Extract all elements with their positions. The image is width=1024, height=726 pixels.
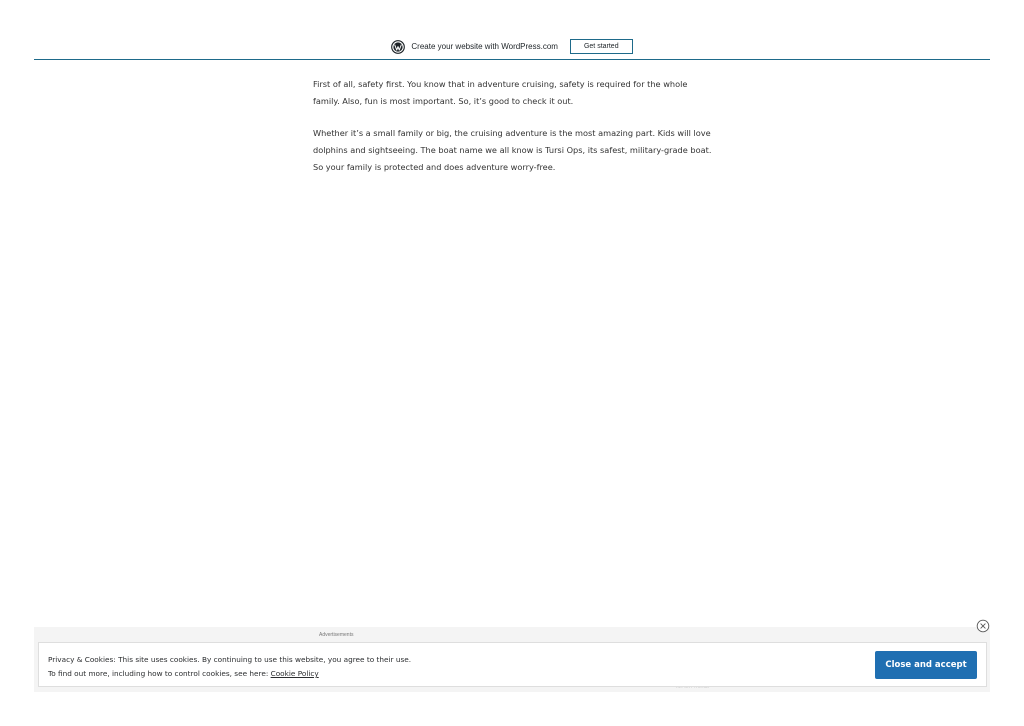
article-paragraph-2: Whether it’s a small family or big, the cruising adventure is the most amazing part. Kids will love dolphins and sightseeing. The boat name we all know is Tursi Ops, its safest, military-grade boat. So your family is protected and does adventure worry-free. (313, 128, 712, 172)
cookie-policy-link[interactable]: Cookie Policy (270, 669, 319, 678)
cookie-more-info-text: To find out more, including how to control cookies, see here: (48, 669, 271, 678)
advertisements-label: Advertisements (319, 632, 354, 638)
wordpress-banner (34, 34, 990, 60)
cookie-banner (38, 642, 987, 687)
wordpress-logo-icon[interactable] (391, 40, 405, 54)
close-circle-icon[interactable] (976, 619, 990, 633)
cookie-banner-text (48, 653, 411, 681)
cookie-more-info-line (48, 667, 411, 681)
article-content (313, 76, 713, 191)
get-started-button[interactable]: Get started (570, 39, 633, 54)
close-and-accept-button[interactable]: Close and accept (875, 651, 977, 679)
wordpress-banner-text[interactable]: Create your website with WordPress.com (411, 42, 558, 51)
article-paragraph-1: First of all, safety first. You know that in adventure cruising, safety is required for the whole family. Also, fun is most important. So, it’s good to check it out. (313, 79, 688, 106)
cookie-notice-line: Privacy & Cookies: This site uses cookies. By continuing to use this website, you agree to their use. (48, 655, 412, 664)
